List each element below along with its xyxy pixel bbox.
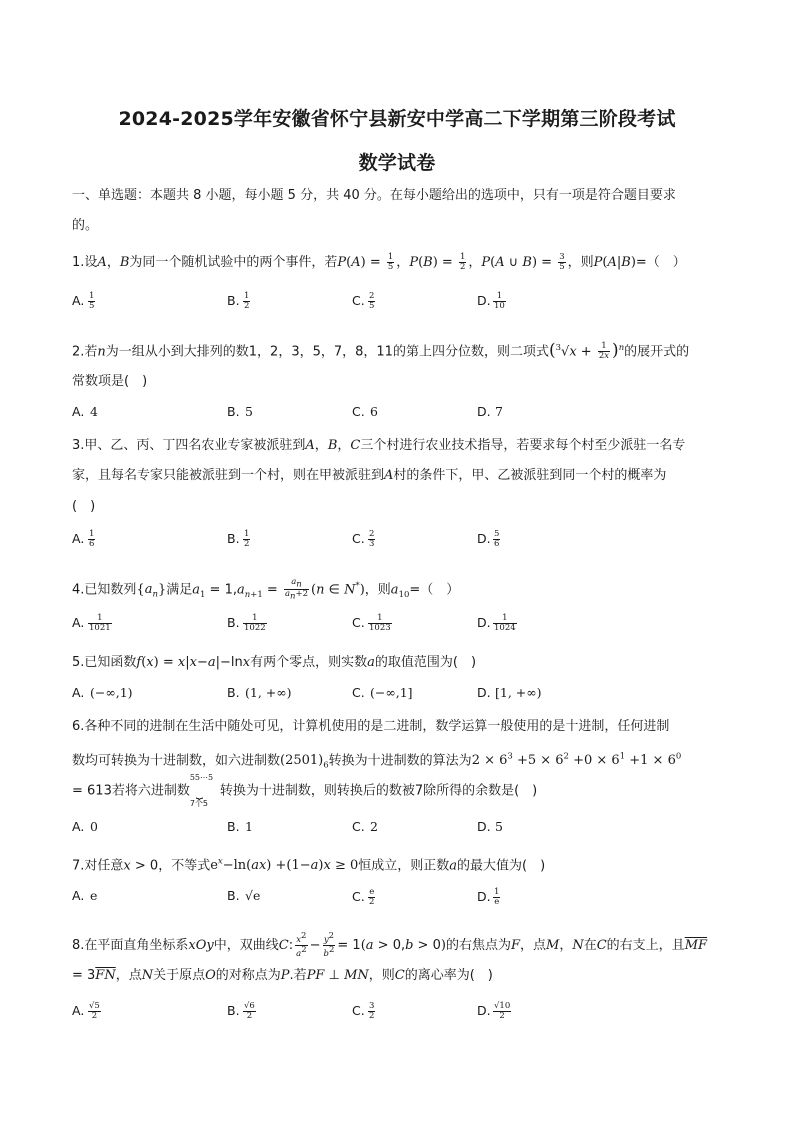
question-6-cont: 数均可转换为十进制数，如六进制数$(2501)_6$转换为十进制数的算法为$2 \times 6^3 +5 \times 6^2 +0 \times 6^1 +1 \times 6^0$ (72, 752, 682, 771)
question-6-cont2: = 613若将六进制数 55⋯5 ⏟ 7个5 转换为十进制数，则转换后的数被7除所得的余数是( ) (72, 773, 538, 808)
option-a: A. e (72, 888, 98, 903)
option-d: D. $\frac{1}{10}$ (477, 291, 505, 311)
option-c: C. 6 (352, 404, 378, 419)
option-d: D. $\frac{√10}{2}$ (477, 1001, 511, 1021)
question-8-cont: = $3\overline{FN}$，点N关于原点O的对称点为P.若PF ⊥ MN，则C的离心率为( ) (72, 968, 493, 983)
question-3-options (72, 530, 722, 558)
option-d: D. $\frac{1}{1024}$ (477, 613, 516, 633)
question-2-options (72, 404, 722, 432)
question-3-cont: 家，且每名专家只能被派驻到一个村，则在甲被派驻到A村的条件下，甲、乙被派驻到同一个村的概率为 (72, 468, 667, 483)
option-a: A. $\frac{1}{5}$ (72, 291, 95, 311)
option-c: C. $\frac{1}{1023}$ (352, 613, 391, 633)
option-a: A. $\frac{√5}{2}$ (72, 1001, 100, 1021)
question-5: 5.已知函数f(x) = x|x−a|−lnx有两个零点，则实数a的取值范围为( ) (72, 655, 477, 670)
section-instructions: 一、单选题：本题共 8 小题，每小题 5 分，共 40 分。在每小题给出的选项中，只有一项是符合题目要求 (72, 188, 676, 203)
option-b: B. $\frac{1}{2}$ (227, 291, 250, 311)
option-c: C. (−∞,1] (352, 685, 413, 700)
question-8: 8.在平面直角坐标系xOy中，双曲线C: $\frac{x^2}{a^2}$ − $\frac{y^2}{b^2}$ = 1(a > 0,b > 0)的右焦点为F，点M，N在C的右支上，且$\overline{MF}$ (72, 931, 708, 959)
option-d: D. 7 (477, 404, 503, 419)
option-d: D. $\frac{1}{e}$ (477, 887, 500, 907)
underbrace-number: 55⋯5 ⏟ 7个5 (189, 773, 214, 808)
option-b: B. $\frac{1}{2}$ (227, 529, 250, 549)
exam-subtitle: 数学试卷 (358, 152, 436, 174)
option-b: B. $\frac{1}{1022}$ (227, 613, 266, 633)
section-instructions-cont: 的。 (72, 218, 99, 233)
option-c: C. 2 (352, 819, 378, 834)
option-c: C. $\frac{e}{2}$ (352, 887, 375, 907)
option-b: B. 5 (227, 404, 253, 419)
option-b: B. 1 (227, 819, 253, 834)
question-2-cont: 常数项是( ) (72, 374, 148, 389)
question-5-options (72, 685, 722, 713)
option-a: A. (−∞,1) (72, 685, 133, 700)
option-b: B. (1, +∞) (227, 685, 292, 700)
option-d: D. [1, +∞) (477, 685, 542, 700)
question-7-options (72, 888, 722, 916)
option-c: C. $\frac{2}{3}$ (352, 529, 375, 549)
question-3: 3.甲、乙、丙、丁四名农业专家被派驻到A，B，C三个村进行农业技术指导，若要求每个村至少派驻一名专 (72, 438, 686, 453)
question-3-cont2: ( ) (72, 499, 96, 514)
exam-title: 2024-2025学年安徽省怀宁县新安中学高二下学期第三阶段考试 (118, 108, 676, 130)
option-b: B. √e (227, 888, 261, 903)
option-a: A. $\frac{1}{1021}$ (72, 613, 111, 633)
option-a: A. 0 (72, 819, 98, 834)
question-1-options (72, 292, 722, 320)
option-d: D. $\frac{5}{6}$ (477, 529, 500, 549)
option-a: A. $\frac{1}{6}$ (72, 529, 95, 549)
question-6-options (72, 819, 722, 847)
question-7: 7.对任意x > 0，不等式$e^x-\ln(ax) +(1-a)x \ge 0$恒成立，则正数a的最大值为( ) (72, 857, 546, 874)
option-c: C. $\frac{3}{2}$ (352, 1001, 375, 1021)
option-a: A. 4 (72, 404, 98, 419)
question-2: 2.若n为一组从小到大排列的数1，2，3，5，7，8，11的第上四分位数，则二项式($^3$√x + $\frac{1}{2x}$ )$^n$的展开式的 (72, 340, 690, 362)
question-6: 6.各种不同的进制在生活中随处可见，计算机使用的是二进制，数学运算一般使用的是十进制，任何进制 (72, 719, 670, 734)
question-1: 1.设A，B为同一个随机试验中的两个事件，若P(A) = $\frac{1}{5}$ ，P(B) = $\frac{1}{2}$ ，P(A ∪ B) = $\frac{3}{5}$ ，则P(A|B)=（ ） (72, 252, 686, 272)
option-b: B. $\frac{√6}{2}$ (227, 1001, 255, 1021)
question-4-options (72, 614, 722, 642)
option-c: C. $\frac{2}{5}$ (352, 291, 375, 311)
question-8-options (72, 1002, 722, 1030)
question-4: 4.已知数列$\{a_n\}$满足$a_1 = 1,a_{n+1}$ = $\frac{a_n}{a_n+2}$ (n ∈ N*)，则$a_{10}=$（ ） (72, 576, 460, 603)
option-d: D. 5 (477, 819, 503, 834)
